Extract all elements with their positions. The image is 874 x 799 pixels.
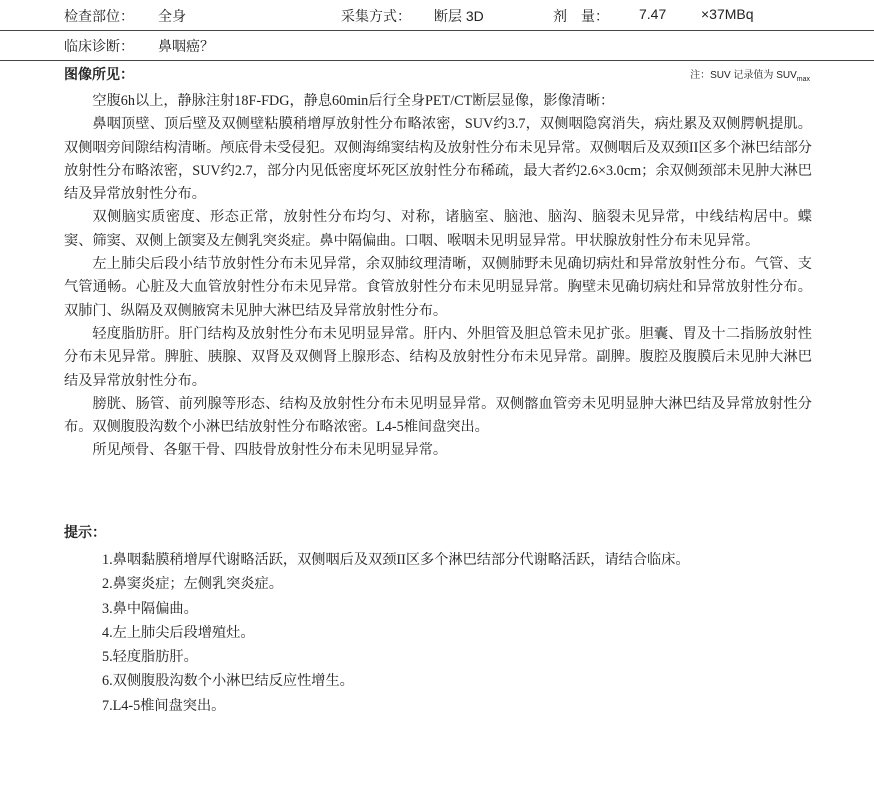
- exam-site-value: 全身: [158, 8, 186, 24]
- findings-paragraph: 左上肺尖后段小结节放射性分布未见异常，余双肺纹理清晰，双侧肺野未见确切病灶和异常放射性分布。气管、支气管通畅。心脏及大血管放射性分布未见异常。食管放射性分布未见明显异常。胸壁未见确切病灶和异常放射性分布。双肺门、纵隔及双侧腋窝未见肿大淋巴结及异常放射性分布。: [64, 256, 812, 319]
- findings-paragraph: 轻度脂肪肝。肝门结构及放射性分布未见明显异常。肝内、外胆管及胆总管未见扩张。胆囊、胃及十二指肠放射性分布未见异常。脾脏、胰腺、双肾及双侧肾上腺形态、结构及放射性分布未见异常。副脾。腹腔及腹膜后未见肿大淋巴结及异常放射性分布。: [64, 325, 812, 389]
- exam-site-label: 检查部位：: [64, 8, 134, 24]
- impression-item: 1.鼻咽黏膜稍增厚代谢略活跃，双侧咽后及双颈II区多个淋巴结部分代谢略活跃，请结合临床。: [102, 552, 690, 568]
- impression-item: 4.左上肺尖后段增殖灶。: [102, 624, 255, 641]
- impressions-title: 提示：: [64, 524, 106, 540]
- findings-paragraph: 所见颅骨、各躯干骨、四肢骨放射性分布未见明显异常。: [92, 442, 448, 459]
- impression-item: 6.双侧腹股沟数个小淋巴结反应性增生。: [102, 673, 354, 690]
- findings-paragraph: 鼻咽顶壁、顶后壁及双侧壁粘膜稍增厚放射性分布略浓密，SUV约3.7，双侧咽隐窝消失，病灶累及双侧腭帆提肌。双侧咽旁间隙结构清晰。颅底骨未受侵犯。双侧海绵窦结构及放射性分布未见异常。双侧咽后及双颈II区多个淋巴结部分放射性分布略浓密，SUV约2.7，部分内见低密度坏死区放射性分布稀疏，最大者约2.6×3.0cm；余双侧颈部未见肿大淋巴结及异常放射性分布。: [64, 116, 812, 203]
- findings-paragraph: 空腹6h以上，静脉注射18F-FDG，静息60min后行全身PET/CT断层显像，影像清晰：: [92, 93, 615, 109]
- clinical-dx-value: 鼻咽癌？: [158, 38, 214, 54]
- findings-paragraph: 膀胱、肠管、前列腺等形态、结构及放射性分布未见明显异常。双侧髂血管旁未见明显肿大淋巴结及异常放射性分布。双侧腹股沟数个小淋巴结放射性分布略浓密。L4-5椎间盘突出。: [64, 395, 812, 436]
- findings-title: 图像所见：: [64, 66, 134, 82]
- suv-note-sub: max: [796, 76, 810, 83]
- findings-body: [64, 90, 812, 463]
- impressions-list: [102, 548, 690, 718]
- acq-method-value: 断层 3D: [434, 8, 484, 24]
- impression-item: 2.鼻窦炎症；左侧乳突炎症。: [102, 576, 283, 593]
- suv-note: [690, 66, 810, 83]
- dose-unit: ×37MBq: [701, 6, 754, 22]
- acq-method-label: 采集方式：: [341, 8, 411, 24]
- impression-item: 5.轻度脂肪肝。: [102, 649, 198, 666]
- impression-item: 3.鼻中隔偏曲。: [102, 600, 198, 617]
- impression-item: 7.L4-5椎间盘突出。: [102, 697, 226, 714]
- dose-label: 剂 量：: [553, 8, 609, 24]
- clinical-dx-label: 临床诊断：: [64, 38, 134, 54]
- suv-note-text: 注：SUV 记录值为 SUV: [690, 70, 797, 81]
- dose-value: 7.47: [639, 6, 667, 22]
- header-row-1: [0, 0, 874, 31]
- header-row-2: [0, 30, 874, 61]
- findings-paragraph: 双侧脑实质密度、形态正常，放射性分布均匀、对称，诸脑室、脑池、脑沟、脑裂未见异常，中线结构居中。蝶窦、筛窦、双侧上颌窦及左侧乳突炎症。鼻中隔偏曲。口咽、喉咽未见明显异常。甲状腺放射性分布未见异常。: [64, 209, 812, 249]
